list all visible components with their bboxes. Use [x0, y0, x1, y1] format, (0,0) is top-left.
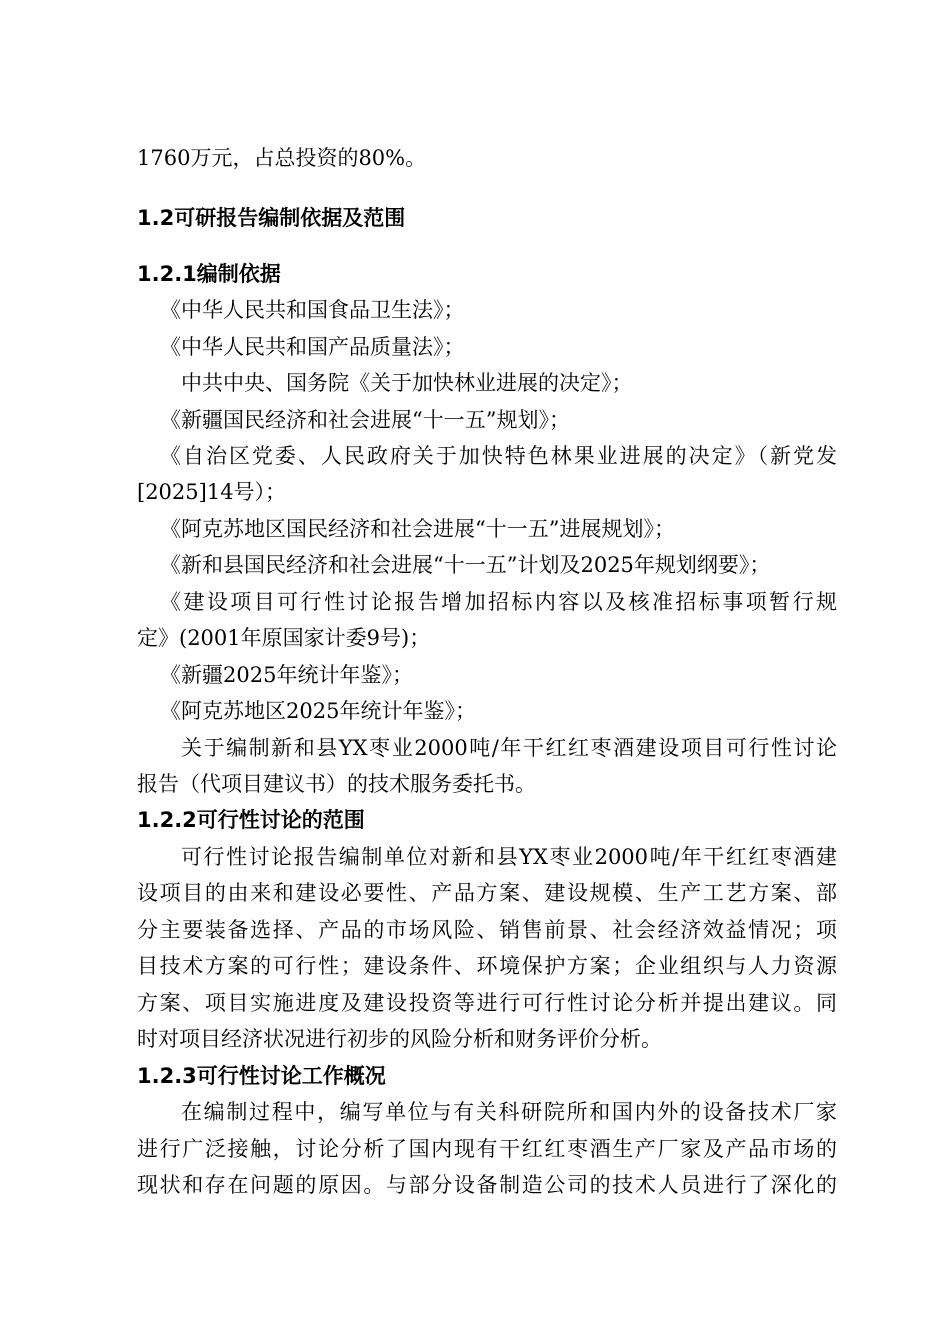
basis-item: 《新疆2025年统计年鉴》；	[160, 663, 413, 687]
section-heading-1-2-3: 1.2.3可行性讨论工作概况	[137, 1064, 386, 1088]
basis-item-continued: 定》(2001年原国家计委9号)；	[137, 626, 431, 650]
basis-item: 关于编制新和县YX枣业2000吨/年干红红枣酒建设项目可行性讨论	[181, 736, 837, 760]
basis-item: 《中华人民共和国产品质量法》；	[160, 335, 465, 359]
basis-item-continued: [2025]14号）；	[137, 480, 287, 504]
basis-item: 《新疆国民经济和社会进展“十一五”规划》；	[160, 408, 570, 432]
scope-paragraph-line: 方案、项目实施进度及建设投资等进行可行性讨论分析并提出建议。同	[137, 991, 837, 1015]
intro-line: 1760万元，占总投资的80%。	[137, 146, 427, 170]
scope-paragraph-line: 分主要装备选择、产品的市场风险、销售前景、社会经济效益情况；项	[137, 918, 837, 942]
overview-paragraph-line: 在编制过程中，编写单位与有关科研院所和国内外的设备技术厂家	[181, 1100, 837, 1124]
scope-paragraph-line: 可行性讨论报告编制单位对新和县YX枣业2000吨/年干红红枣酒建	[181, 845, 837, 869]
section-heading-1-2: 1.2可研报告编制依据及范围	[137, 206, 406, 230]
basis-item: 《新和县国民经济和社会进展“十一五”计划及2025年规划纲要》；	[160, 553, 771, 577]
section-heading-1-2-1: 1.2.1编制依据	[137, 262, 281, 286]
basis-item-continued: 报告（代项目建议书）的技术服务委托书。	[137, 772, 536, 796]
basis-item: 《自治区党委、人民政府关于加快特色林果业进展的决定》（新党发	[160, 444, 837, 468]
scope-paragraph-line: 时对项目经济状况进行初步的风险分析和财务评价分析。	[137, 1027, 662, 1051]
scope-paragraph-line: 目技术方案的可行性；建设条件、环境保护方案；企业组织与人力资源	[137, 954, 837, 978]
basis-item: 《阿克苏地区2025年统计年鉴》；	[160, 699, 476, 723]
scope-paragraph-line: 设项目的由来和建设必要性、产品方案、建设规模、生产工艺方案、部	[137, 881, 837, 905]
basis-item: 《阿克苏地区国民经济和社会进展“十一五”进展规划》；	[160, 517, 675, 541]
basis-item: 中共中央、国务院《关于加快林业进展的决定》；	[181, 371, 633, 395]
basis-item: 《建设项目可行性讨论报告增加招标内容以及核准招标事项暂行规	[160, 590, 837, 614]
overview-paragraph-line: 现状和存在问题的原因。与部分设备制造公司的技术人员进行了深化的	[137, 1173, 837, 1197]
section-heading-1-2-2: 1.2.2可行性讨论的范围	[137, 808, 365, 832]
overview-paragraph-line: 进行广泛接触，讨论分析了国内现有干红红枣酒生产厂家及产品市场的	[137, 1137, 837, 1161]
basis-item: 《中华人民共和国食品卫生法》；	[160, 298, 465, 322]
